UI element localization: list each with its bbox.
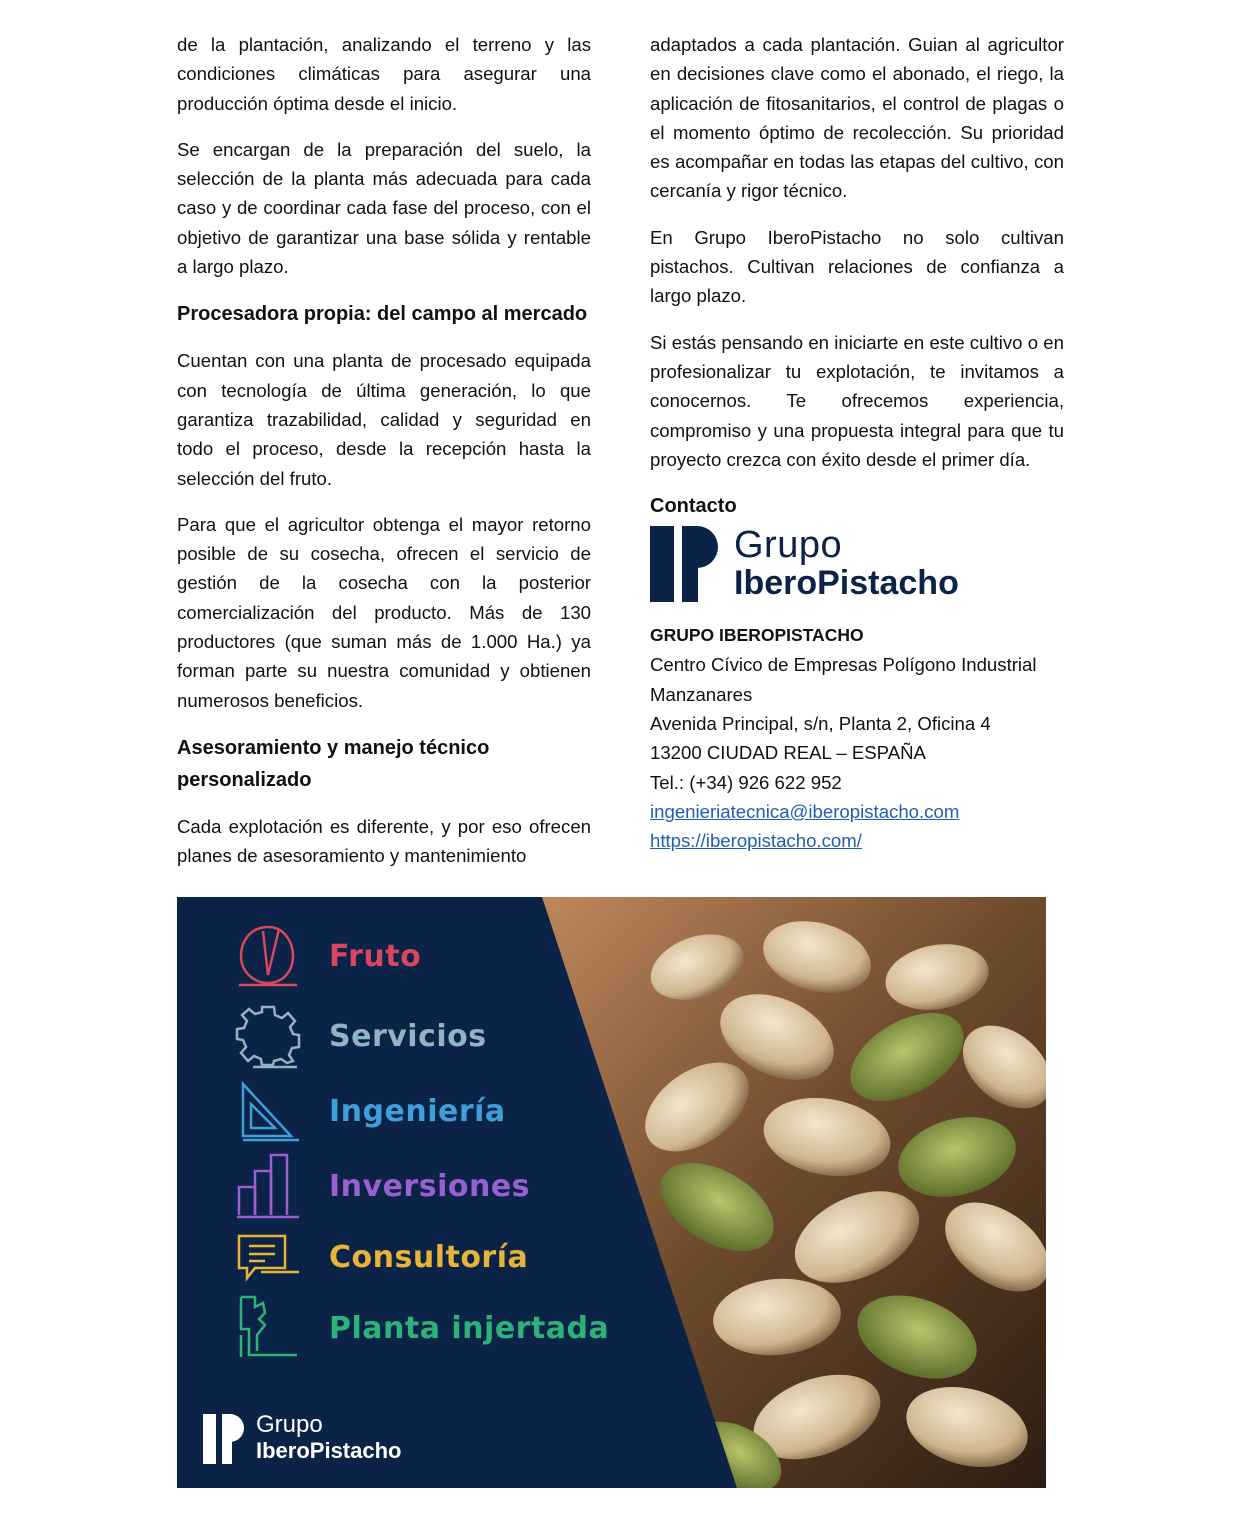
contact-address bbox=[650, 621, 1064, 855]
paragraph-harvest-management: Para que el agricultor obtenga el mayor retorno posible de su cosecha, ofrecen el servicio de gestión de la cosecha con la posterior comercialización del producto. Más de 130 productores (que suman más de 1.000 Ha.) ya forman parte su nuestra comunidad y obtienen numerosos beneficios. bbox=[177, 513, 591, 711]
service-fruto bbox=[235, 923, 421, 989]
heading-processing: Procesadora propia: del campo al mercado bbox=[177, 303, 588, 326]
address-line-2: Avenida Principal, s/n, Planta 2, Oficina 4 bbox=[650, 713, 991, 735]
chat-bubble-icon bbox=[235, 1224, 301, 1290]
paragraph-adapted-plans: adaptados a cada plantación. Guian al agricultor en decisiones clave como el abonado, el riego, la aplicación de fitosanitarios, el control de plagas o el momento óptimo de recolección. Su prioridad es acompañar en todas las etapas del cultivo, con cercanía y rigor técnico. bbox=[650, 34, 1064, 202]
paragraph-trust: En Grupo IberoPistacho no solo cultivan pistachos. Cultivan relaciones de confianza a largo plazo. bbox=[650, 226, 1064, 307]
paragraph-processing-plant: Cuentan con una planta de procesado equipada con tecnología de última generación, lo que garantiza trazabilidad, calidad y seguridad en todo el proceso, desde la recepción hasta la selección del fruto. bbox=[177, 350, 591, 489]
company-name: GRUPO IBEROPISTACHO bbox=[650, 625, 864, 646]
service-inversiones bbox=[235, 1153, 530, 1219]
company-logo bbox=[650, 525, 1064, 603]
gear-icon bbox=[235, 1003, 301, 1069]
right-column bbox=[650, 30, 1064, 856]
service-label-servicios: Servicios bbox=[329, 1018, 487, 1054]
service-label-inversiones: Inversiones bbox=[329, 1168, 531, 1204]
paragraph-invitation: Si estás pensando en iniciarte en este cultivo o en profesionalizar tu explotación, te invitamos a conocernos. Te ofrecemos experiencia, compromiso y una propuesta integral para que tu proyecto crezca con éxito desde el primer día. bbox=[650, 331, 1064, 470]
phone-number: Tel.: (+34) 926 622 952 bbox=[650, 771, 842, 793]
banner-logo-text-grupo: Grupo bbox=[256, 1411, 323, 1438]
bar-chart-icon bbox=[235, 1153, 301, 1219]
paragraph-plantation: de la plantación, analizando el terreno y las condiciones climáticas para asegurar una producción óptima desde el inicio. bbox=[177, 34, 591, 114]
banner-logo-mark-icon bbox=[203, 1414, 216, 1464]
paragraph-advice-plans: Cada explotación es diferente, y por eso ofrecen planes de asesoramiento y mantenimiento bbox=[177, 815, 591, 867]
grafted-plant-icon bbox=[235, 1295, 301, 1361]
email-link[interactable]: ingenieriatecnica@iberopistacho.com bbox=[650, 800, 960, 822]
logo-text-iberopistacho: IberoPistacho bbox=[734, 564, 959, 603]
service-ingenieria bbox=[235, 1078, 506, 1144]
paragraph-soil-preparation: Se encargan de la preparación del suelo, la selección de la planta más adecuada para cada caso y de coordinar cada fase del proceso, con el objetivo de garantizar una base sólida y rentable a largo plazo. bbox=[177, 138, 591, 278]
banner-logo bbox=[203, 1413, 401, 1465]
logo-mark-icon bbox=[650, 526, 718, 602]
contact-heading: Contacto bbox=[650, 495, 737, 518]
heading-technical-advice: Asesoramiento y manejo técnico personalizado bbox=[177, 736, 490, 791]
service-consultoria bbox=[235, 1224, 528, 1290]
service-label-ingenieria: Ingeniería bbox=[329, 1093, 506, 1129]
service-servicios bbox=[235, 1003, 487, 1069]
address-line-3: 13200 CIUDAD REAL – ESPAÑA bbox=[650, 742, 926, 764]
left-column bbox=[177, 30, 591, 888]
service-label-consultoria: Consultoría bbox=[329, 1239, 529, 1275]
service-label-fruto: Fruto bbox=[329, 938, 422, 974]
banner-logo-text-iberopistacho: IberoPistacho bbox=[256, 1438, 402, 1463]
set-square-icon bbox=[235, 1078, 301, 1144]
services-banner bbox=[177, 897, 1046, 1488]
logo-text-grupo: Grupo bbox=[734, 524, 843, 567]
address-line-1: Centro Cívico de Empresas Polígono Industrial Manzanares bbox=[650, 654, 1037, 705]
service-planta-injertada bbox=[235, 1295, 609, 1361]
pistachio-icon bbox=[235, 923, 301, 989]
service-label-planta-injertada: Planta injertada bbox=[329, 1310, 610, 1346]
website-link[interactable]: https://iberopistacho.com/ bbox=[650, 830, 862, 852]
